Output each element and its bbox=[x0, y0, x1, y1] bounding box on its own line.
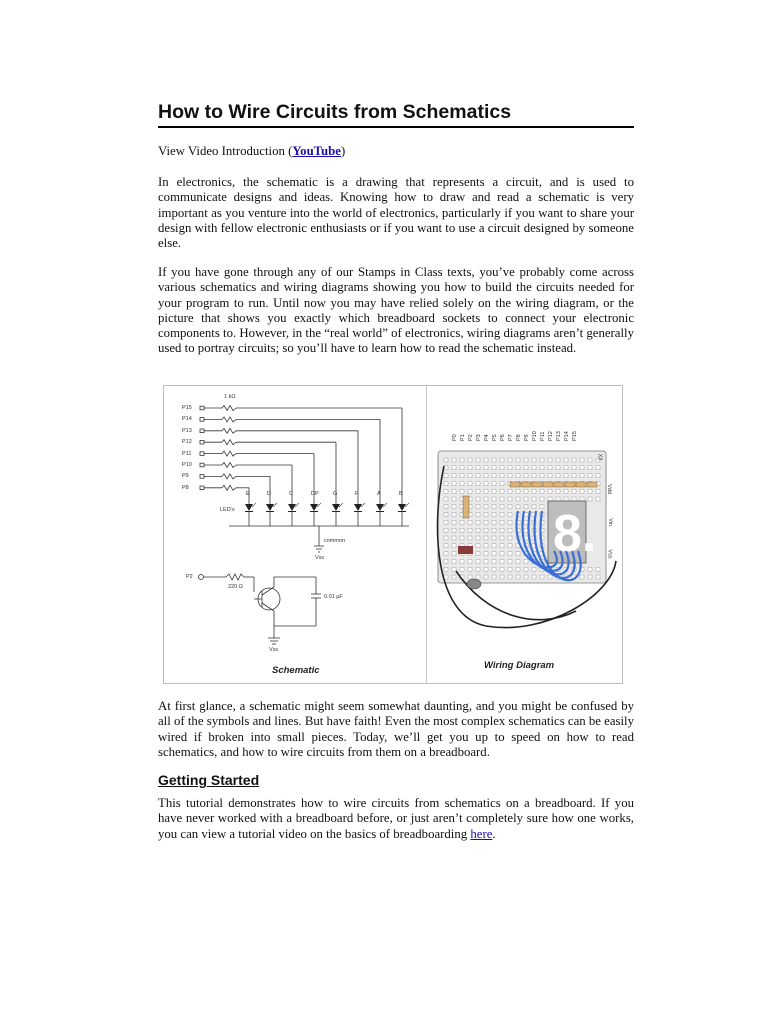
first-glance-paragraph: At first glance, a schematic might seem somewhat daunting, and you might be confused by all of the symbols and lines. But have faith! Even the most complex schematics can be easily wired if broken into small pieces. Today, we’ll get you up to speed on how to read schematics, and how to wire circuits from them on a breadboard. bbox=[158, 699, 634, 759]
breadboard-resistor bbox=[554, 482, 564, 487]
breadboard-resistor bbox=[543, 482, 553, 487]
wiring-pin-label-p9: P9 bbox=[524, 434, 530, 441]
wiring-pin-label-p11: P11 bbox=[540, 431, 546, 441]
schematic-caption: Schematic bbox=[272, 665, 320, 676]
getting-started-end: . bbox=[492, 826, 496, 841]
led-symbols bbox=[245, 503, 409, 526]
pin-row-p10 bbox=[200, 463, 292, 505]
leds-label: LED’s bbox=[220, 507, 235, 513]
schematic-and-wiring-figure bbox=[163, 385, 623, 684]
wiring-pin-label-p13: P13 bbox=[556, 431, 562, 441]
led-segment-a bbox=[376, 503, 387, 526]
pin-row-p8 bbox=[200, 485, 249, 504]
p2-label: P2 bbox=[186, 574, 193, 580]
wiring-pin-label-p4: P4 bbox=[484, 434, 490, 441]
r220-label: 220 Ω bbox=[228, 584, 243, 590]
pin-label-p9: P9 bbox=[182, 473, 189, 480]
segment-label-dp: DP bbox=[311, 491, 319, 497]
wiring-pin-label-p10: P10 bbox=[532, 431, 538, 441]
vss2-label: Vss bbox=[269, 647, 279, 653]
pin-label-p14: P14 bbox=[182, 416, 192, 423]
wiring-pin-label-p1: P1 bbox=[460, 434, 466, 441]
led-segment-e bbox=[245, 503, 256, 526]
breadboard-resistor bbox=[587, 482, 597, 487]
wiring-pin-label-p6: P6 bbox=[500, 434, 506, 441]
schematic-drawing bbox=[164, 386, 426, 683]
segment-label-f: F bbox=[355, 491, 359, 497]
pin-label-p11: P11 bbox=[182, 450, 192, 457]
segment-label-c: C bbox=[289, 491, 293, 497]
breadboard-resistor bbox=[576, 482, 586, 487]
common-label: common bbox=[324, 538, 346, 544]
intro-paragraph: In electronics, the schematic is a drawing that represents a circuit, and is used to communicate designs and ideas. Knowing how to draw and read a schematic is very important as you venture into the world of electronics, particularly if you want to share your design with fellow electronic enthusiasts or if you want to use a circuit designed by someone else. bbox=[158, 175, 634, 251]
led-segment-g bbox=[332, 503, 343, 526]
pin-row-p11 bbox=[200, 451, 314, 504]
video-intro-suffix: ) bbox=[340, 144, 346, 158]
breadboarding-video-link[interactable]: here bbox=[470, 826, 493, 841]
led-segment-c bbox=[288, 503, 299, 526]
wiring-pin-label-p14: P14 bbox=[564, 431, 570, 441]
pin-label-p8: P8 bbox=[182, 484, 189, 491]
led-segment-d bbox=[266, 503, 277, 526]
wiring-pin-label-p12: P12 bbox=[548, 431, 554, 441]
pin-label-p13: P13 bbox=[182, 427, 192, 434]
youtube-link[interactable]: YouTube bbox=[292, 144, 341, 158]
wiring-diagram bbox=[426, 386, 622, 683]
wiring-pin-label-p15: P15 bbox=[572, 431, 578, 441]
capacitor-part bbox=[458, 546, 473, 554]
getting-started-text: This tutorial demonstrates how to wire circuits from schematics on a breadboard. If you have never worked with a breadboard before, or just aren’t completely sure how one works, you can view a tutorial video on the basics of breadboarding bbox=[158, 796, 634, 841]
resistor-value-label: 1 kΩ bbox=[224, 394, 236, 400]
pin-label-p15: P15 bbox=[182, 405, 192, 411]
wiring-pin-label-p7: P7 bbox=[508, 434, 514, 441]
page-title: How to Wire Circuits from Schematics bbox=[158, 100, 634, 128]
segment-label-d: D bbox=[267, 491, 271, 497]
vin-label: Vin bbox=[606, 518, 613, 526]
video-intro-line bbox=[158, 144, 634, 159]
led-segment-dp bbox=[310, 503, 321, 526]
vdd-label: Vdd bbox=[605, 484, 612, 494]
wiring-caption: Wiring Diagram bbox=[484, 660, 555, 671]
x3-label: X3 bbox=[596, 453, 603, 461]
breadboard-resistor bbox=[521, 482, 531, 487]
breadboard-resistor bbox=[510, 482, 520, 487]
capacitor-label: 0.01 µF bbox=[324, 594, 343, 600]
led-segment-f bbox=[354, 503, 365, 526]
wiring-pin-label-p2: P2 bbox=[468, 434, 474, 441]
breadboard-resistor bbox=[532, 482, 542, 487]
breadboard-resistor bbox=[565, 482, 575, 487]
getting-started-heading: Getting Started bbox=[158, 772, 260, 788]
video-intro-prefix: View Video Introduction ( bbox=[158, 144, 293, 158]
vss-side-label: Vss bbox=[606, 549, 613, 559]
getting-started-paragraph bbox=[158, 796, 634, 842]
wiring-pin-label-p0: P0 bbox=[452, 434, 458, 441]
wiring-pin-label-p5: P5 bbox=[492, 434, 498, 441]
led-segment-b bbox=[398, 503, 409, 526]
pin-label-p10: P10 bbox=[182, 462, 192, 468]
stamps-paragraph: If you have gone through any of our Stamps in Class texts, you’ve probably come across various schematics and wiring diagrams showing you how to build the circuits needed for your program to run. Until now you may have relied solely on the wiring diagram, or the picture that shows you exactly which breadboard sockets to connect your electronic components to. However, in the “real world” of electronics, wiring diagrams aren’t generally used to portray circuits; so you’ll have to learn how to read the schematic instead. bbox=[158, 265, 634, 356]
segment-label-e: E bbox=[246, 491, 250, 497]
segment-label-b: B bbox=[399, 491, 403, 497]
segment-label-a: A bbox=[377, 491, 381, 497]
wiring-pin-label-p3: P3 bbox=[476, 434, 482, 441]
wiring-pin-label-p8: P8 bbox=[516, 434, 522, 441]
segment-label-g: G bbox=[333, 491, 338, 497]
seven-segment-digit: 8. bbox=[553, 505, 597, 563]
pin-resistor-rows bbox=[200, 406, 402, 505]
vss-label: Vss bbox=[315, 555, 325, 561]
pin-row-p15 bbox=[200, 406, 402, 505]
resistor-part bbox=[463, 496, 469, 518]
pin-label-p12: P12 bbox=[182, 439, 192, 446]
